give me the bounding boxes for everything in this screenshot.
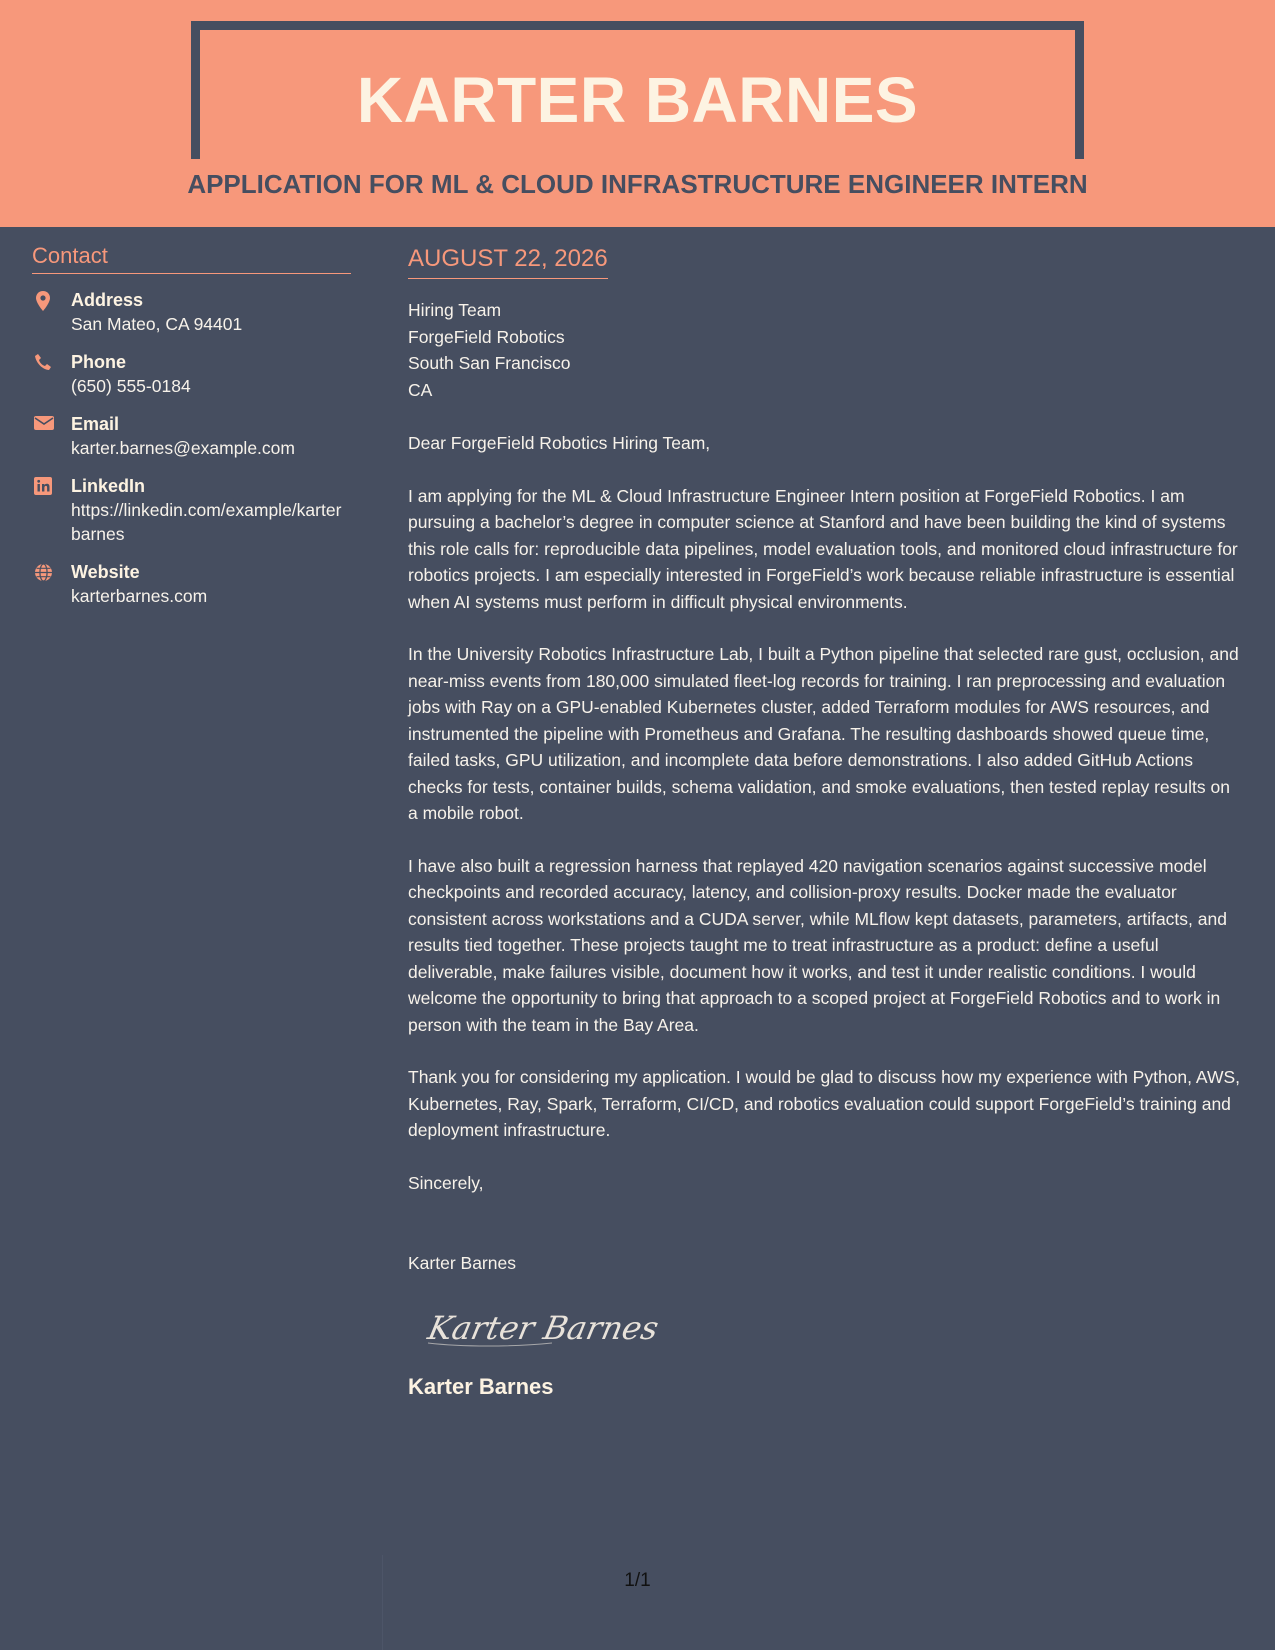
website-label: Website bbox=[71, 562, 140, 582]
contact-linkedin bbox=[32, 474, 351, 546]
signature-name: Karter Barnes bbox=[408, 1373, 554, 1399]
letter-body bbox=[408, 244, 1243, 1401]
recipient-line: ForgeField Robotics bbox=[408, 326, 565, 347]
map-pin-icon bbox=[34, 291, 52, 309]
body-paragraph: I have also built a regression harness that replayed 420 navigation scenarios against successive model checkpoints and recorded accuracy, latency, and collision-proxy results. Docker made the evaluator consistent across workstations and a CUDA server, while MLflow kept datasets, parameters, artifacts, and results tied together. These projects taught me to treat infrastructure as a product: define a useful deliverable, make failures visible, document how it works, and test it under realistic conditions. I would welcome the opportunity to bring that approach to a scoped project at ForgeField Robotics and to work in person with the team in the Bay Area. bbox=[408, 855, 1227, 1035]
linkedin-label: LinkedIn bbox=[71, 476, 146, 496]
body-paragraph: In the University Robotics Infrastructure Lab, I built a Python pipeline that selected rare gust, occlusion, and near-miss events from 180,000 simulated fleet-log records for training. I ran preprocessing and evaluation jobs with Ray on a GPU-enabled Kubernetes cluster, added Terraform modules for AWS resources, and instrumented the pipeline with Prometheus and Grafana. The resulting dashboards showed queue time, failed tasks, GPU utilization, and incomplete data before demonstrations. I also added GitHub Actions checks for tests, container builds, schema validation, and smoke evaluations, then tested replay results on a mobile robot. bbox=[408, 644, 1239, 823]
recipient-line: Hiring Team bbox=[408, 300, 502, 320]
contact-website bbox=[32, 560, 351, 608]
linkedin-icon bbox=[34, 477, 52, 495]
recipient-line: South San Francisco bbox=[408, 353, 571, 373]
application-title: APPLICATION FOR ML & CLOUD INFRASTRUCTURE ENGINEER INTERN bbox=[187, 169, 1088, 199]
website-value[interactable]: karterbarnes.com bbox=[71, 586, 208, 606]
phone-value: (650) 555-0184 bbox=[71, 376, 191, 396]
contact-address bbox=[32, 288, 351, 336]
body-paragraph: Thank you for considering my application. I would be glad to discuss how my experience with Python, AWS, Kubernetes, Ray, Spark, Terraform, CI/CD, and robotics evaluation could support ForgeField’s training and deployment infrastructure. bbox=[408, 1067, 1240, 1140]
linkedin-value[interactable]: https://linkedin.com/example/karterbarnes bbox=[71, 500, 342, 544]
email-label: Email bbox=[71, 414, 120, 434]
contact-sidebar bbox=[32, 242, 351, 608]
typed-name: Karter Barnes bbox=[408, 1253, 516, 1273]
applicant-name: KARTER BARNES bbox=[356, 64, 919, 136]
signature-text: Karter Barnes bbox=[424, 1308, 662, 1347]
globe-icon bbox=[34, 563, 52, 581]
address-label: Address bbox=[71, 290, 144, 310]
address-value: San Mateo, CA 94401 bbox=[71, 314, 243, 334]
contact-email bbox=[32, 412, 351, 460]
closing: Sincerely, bbox=[408, 1172, 484, 1193]
page-number: 1/1 bbox=[624, 1570, 651, 1591]
recipient-line: CA bbox=[408, 379, 433, 400]
contact-heading: Contact bbox=[32, 242, 351, 274]
header-banner bbox=[0, 0, 1275, 227]
contact-phone bbox=[32, 350, 351, 398]
envelope-icon bbox=[34, 415, 52, 433]
phone-label: Phone bbox=[71, 352, 127, 372]
email-value[interactable]: karter.barnes@example.com bbox=[71, 438, 295, 458]
handwritten-signature bbox=[422, 1303, 662, 1353]
recipient-block bbox=[408, 297, 1243, 403]
body-paragraph: I am applying for the ML & Cloud Infrastructure Engineer Intern position at ForgeField Robotics. I am pursuing a bachelor’s degree in computer science at Stanford and have been building the kind of systems this role calls for: reproducible data pipelines, model evaluation tools, and monitored cloud infrastructure for robotics projects. I am especially interested in ForgeField’s work because reliable infrastructure is essential when AI systems must perform in difficult physical environments. bbox=[408, 485, 1238, 612]
phone-icon bbox=[34, 353, 52, 371]
letter-date: AUGUST 22, 2026 bbox=[408, 244, 608, 279]
salutation: Dear ForgeField Robotics Hiring Team, bbox=[408, 433, 711, 453]
